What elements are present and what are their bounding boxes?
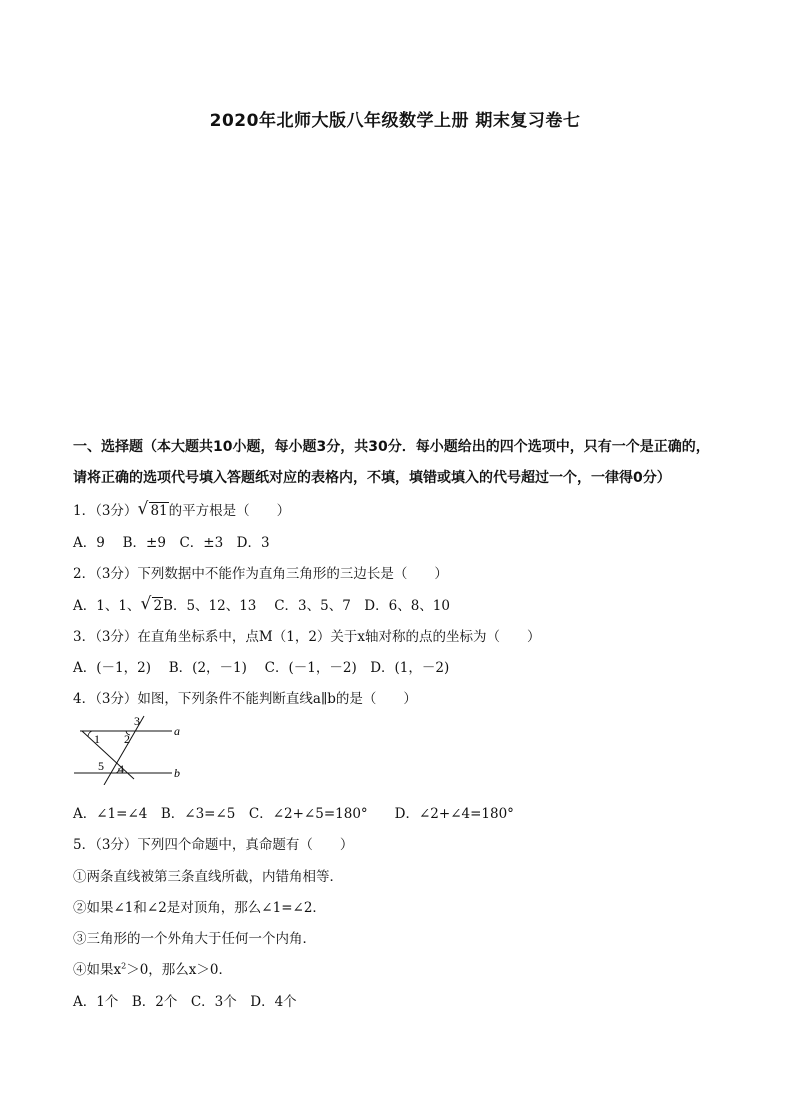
angle-5-label: 5 xyxy=(98,759,104,773)
question-2-options-rest: B．5、12、13 C．3、5、7 D．6、8、10 xyxy=(163,598,450,614)
question-3-stem: 3．（3分）在直角坐标系中，点M（1，2）关于x轴对称的点的坐标为（ ） xyxy=(73,629,541,645)
proposition-4 xyxy=(73,958,232,978)
angle-3-label: 3 xyxy=(134,714,140,728)
question-5-stem: 5．（3分）下列四个命题中，真命题有（ ） xyxy=(73,837,354,853)
label-b: b xyxy=(174,766,180,780)
question-4-options: A．∠1=∠4 B．∠3=∠5 C．∠2+∠5=180° D．∠2+∠4=180° xyxy=(73,806,514,822)
angle-1-label: 1 xyxy=(94,732,100,746)
sqrt-81: √ 81 xyxy=(137,499,168,519)
sqrt-2-radicand: 2 xyxy=(153,598,163,614)
question-2-option-a: A．1、1、 xyxy=(73,598,141,614)
question-3-options: A．(－1，2) B．(2，－1) C．(－1，－2) D．(1，－2) xyxy=(73,660,450,676)
sqrt-2: √ 2 xyxy=(140,594,163,614)
proposition-4-pre: ④如果x xyxy=(73,962,122,978)
question-1-options: A．9 B．±9 C．±3 D．3 xyxy=(73,535,270,551)
angle-4-label: 4 xyxy=(118,762,124,776)
page-title: 2020年北师大版八年级数学上册 期末复习卷七 xyxy=(209,111,581,131)
sqrt-81-radicand: 81 xyxy=(150,503,168,519)
proposition-1: ①两条直线被第三条直线所截，内错角相等． xyxy=(73,869,343,885)
question-2-options xyxy=(73,594,450,614)
question-5-options: A．1个 B．2个 C．3个 D．4个 xyxy=(73,994,297,1010)
question-2-stem: 2．（3分）下列数据中不能作为直角三角形的三边长是（ ） xyxy=(73,566,448,582)
question-4-stem: 4．（3分）如图，下列条件不能判断直线a∥b的是（ ） xyxy=(73,691,417,707)
section-heading-line2: 请将正确的选项代号填入答题纸对应的表格内，不填，填错或填入的代号超过一个，一律得0分） xyxy=(73,470,671,486)
label-a: a xyxy=(174,724,180,738)
parallel-lines-figure xyxy=(72,713,187,785)
question-1-stem xyxy=(73,499,290,519)
question-1-prefix: 1．（3分） xyxy=(73,503,138,519)
question-1-suffix: 的平方根是（ ） xyxy=(168,503,291,519)
proposition-2: ②如果∠1和∠2是对顶角，那么∠1=∠2． xyxy=(73,900,326,916)
angle-1-arc xyxy=(88,731,92,737)
angle-2-label: 2 xyxy=(124,732,130,746)
section-heading-line1: 一、选择题（本大题共10小题，每小题3分，共30分．每小题给出的四个选项中，只有一个是正确的， xyxy=(73,439,710,455)
proposition-4-exponent: 2 xyxy=(121,961,127,971)
proposition-3: ③三角形的一个外角大于任何一个内角． xyxy=(73,931,316,947)
proposition-4-post: ＞0，那么x＞0． xyxy=(126,962,233,978)
